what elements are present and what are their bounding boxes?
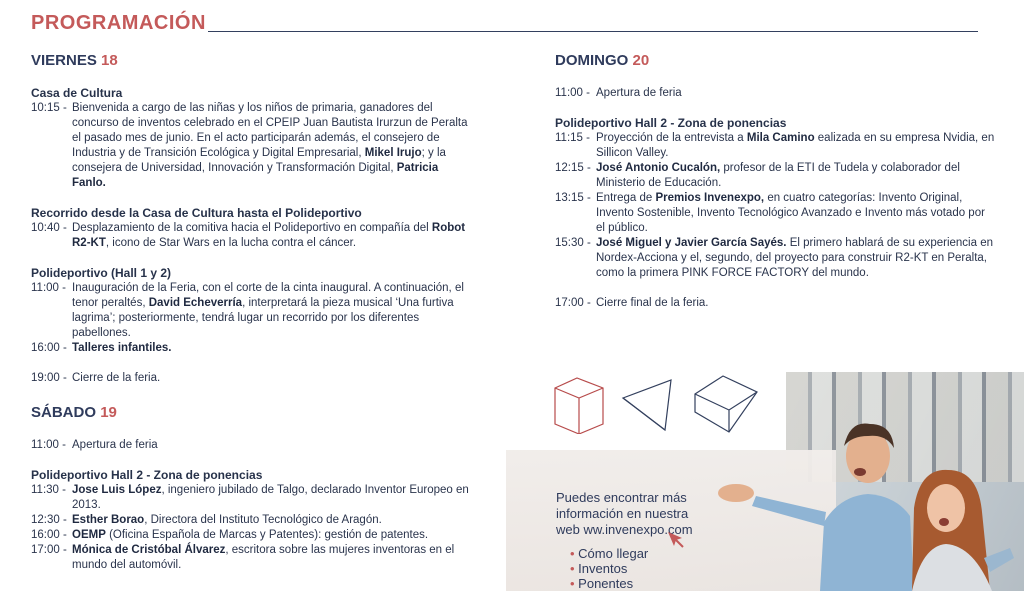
entry-text-part: Apertura de feria — [596, 87, 682, 99]
page-title: PROGRAMACIÓN — [31, 12, 206, 34]
entry-text — [72, 371, 471, 386]
pyramid-icon — [623, 380, 671, 430]
venue-heading: Recorrido desde la Casa de Cultura hasta el Polideportivo — [31, 206, 362, 220]
entry-highlight: Mikel Irujo — [364, 147, 422, 159]
entry-highlight: Talleres infantiles. — [72, 342, 172, 354]
title-rule — [208, 31, 978, 32]
promo-text — [556, 490, 756, 538]
schedule-entry — [31, 483, 471, 513]
schedule-entry — [555, 236, 995, 281]
venue-heading: Casa de Cultura — [31, 86, 123, 100]
entry-text-part: Entrega de — [596, 192, 656, 204]
schedule-sunday — [555, 86, 995, 311]
promo-web-link[interactable]: web ww.invenexpo.com — [556, 522, 693, 537]
entry-highlight: José Antonio Cucalón, — [596, 162, 721, 174]
schedule-entry — [31, 281, 471, 341]
schedule-entry — [31, 528, 471, 543]
entry-time: 16:00 - — [31, 529, 67, 541]
entry-text — [72, 528, 471, 543]
venue-heading: Polideportivo (Hall 1 y 2) — [31, 266, 172, 280]
day-number: 20 — [632, 52, 650, 69]
promo-line-2: información en nuestra — [556, 506, 689, 521]
day-heading-saturday — [31, 404, 471, 422]
right-column — [555, 52, 995, 311]
entry-text — [72, 543, 471, 573]
schedule-entry — [31, 341, 471, 356]
entry-highlight: Patricia Fanlo. — [72, 162, 439, 189]
day-number: 18 — [101, 52, 118, 69]
entry-highlight: David Echeverría — [148, 297, 243, 309]
entry-text — [596, 86, 995, 101]
entry-gap — [555, 281, 995, 296]
entry-time: 15:30 - — [555, 237, 591, 249]
entry-text — [596, 296, 995, 311]
entry-highlight: Mónica de Cristóbal Álvarez — [72, 544, 226, 556]
entry-text-part: en cuatro categorías: Invento Original, Invento Sostenible, Invento Tecnológico Avanzado e Invento más votado por el público. — [596, 192, 985, 234]
entry-time: 11:15 - — [555, 132, 590, 144]
entry-text-part: , Directora del Instituto Tecnológico de Aragón. — [144, 514, 382, 526]
promo-item-inventos[interactable]: • Inventos — [570, 561, 648, 576]
schedule-entry — [555, 191, 995, 236]
entry-time: 17:00 - — [31, 544, 67, 556]
entry-text — [72, 281, 471, 341]
entry-text-part: El primero hablará de su experiencia en Nordex-Acciona y el, segundo, del proyecto para construir R2-KT en Peralta, como la primera PINK FORCE FACTORY del mundo. — [596, 237, 993, 279]
schedule-entry — [31, 101, 471, 191]
entry-time: 12:30 - — [31, 514, 67, 526]
entry-text-part: Inauguración de la Feria, con el corte de la cinta inaugural. A continuación, el tenor peraltés, — [72, 282, 464, 309]
left-column — [31, 52, 471, 573]
day-word: SÁBADO — [31, 404, 97, 421]
entry-text — [72, 221, 471, 251]
schedule-entry — [31, 371, 471, 386]
entry-text — [72, 101, 471, 191]
schedule-entry — [555, 161, 995, 191]
woman-figure — [912, 470, 1014, 591]
entry-text-part: ; y la consejera de Universidad, Innovación y Transformación Digital, — [72, 147, 446, 174]
schedule-entry — [555, 131, 995, 161]
promo-list — [570, 546, 648, 591]
entry-time: 16:00 - — [31, 342, 67, 354]
venue-heading: Polideportivo Hall 2 - Zona de ponencias — [31, 468, 263, 482]
entry-text-part: , icono de Star Wars en la lucha contra el cáncer. — [105, 237, 357, 249]
schedule-entry — [31, 513, 471, 528]
entry-time: 11:00 - — [31, 282, 66, 294]
entry-text-part: (Oficina Española de Marcas y Patentes): gestión de patentes. — [105, 529, 429, 541]
entry-text — [596, 161, 995, 191]
entry-time: 13:15 - — [555, 192, 591, 204]
entry-gap — [31, 356, 471, 371]
promo-line-1: Puedes encontrar más — [556, 490, 687, 505]
promo-item-ponentes[interactable]: • Ponentes — [570, 576, 648, 591]
block-gap — [31, 453, 471, 468]
entry-time: 10:40 - — [31, 222, 67, 234]
entry-highlight: Esther Borao — [72, 514, 145, 526]
block-gap — [555, 101, 995, 116]
entry-time: 19:00 - — [31, 372, 67, 384]
schedule-saturday — [31, 438, 471, 573]
cursor-icon — [666, 530, 686, 550]
entry-time: 11:00 - — [31, 439, 66, 451]
schedule-entry — [555, 296, 995, 311]
entry-text — [596, 236, 995, 281]
promo-item-como-llegar[interactable]: • Cómo llegar — [570, 546, 648, 561]
block-gap — [31, 251, 471, 266]
cube-icon — [555, 378, 603, 434]
day-number: 19 — [100, 404, 117, 421]
entry-highlight: Mila Camino — [746, 132, 815, 144]
entry-text-part: Cierre final de la feria. — [596, 297, 709, 309]
entry-time: 11:00 - — [555, 87, 590, 99]
entry-text-part: ealizada en su empresa Nvidia, en Sillicon Valley. — [596, 132, 995, 159]
day-heading-friday — [31, 52, 471, 70]
entry-text-part: Desplazamiento de la comitiva hacia el Polideportivo en compañía del — [72, 222, 432, 234]
schedule-entry — [31, 438, 471, 453]
entry-text-part: , ingeniero jubilado de Talgo, declarado Inventor Europeo en 2013. — [72, 484, 469, 511]
entry-time: 10:15 - — [31, 102, 67, 114]
schedule-entry — [31, 221, 471, 251]
block-gap — [31, 191, 471, 206]
entry-time: 11:30 - — [31, 484, 66, 496]
day-word: VIERNES — [31, 52, 97, 69]
entry-text-part: , interpretará la pieza musical ‘Una furtiva lagrima’; posteriormente, tendrá lugar un recorrido por los diferentes pabellones. — [72, 297, 454, 339]
schedule-entry — [31, 543, 471, 573]
entry-text-part: Bienvenida a cargo de las niñas y los niños de primaria, ganadores del concurso de inventos celebrado en el CPEIP Juan Bautista Irurzun de Peralta el pasado mes de junio. En el acto participarán además, el consejero de Industria y de Transición Ecológica y Digital Empresarial, — [72, 102, 468, 159]
entry-text-part: Proyección de la entrevista a — [596, 132, 747, 144]
day-word: DOMINGO — [555, 52, 629, 69]
schedule-entry — [555, 86, 995, 101]
entry-highlight: Premios Invenexpo, — [655, 192, 765, 204]
entry-text — [596, 131, 995, 161]
entry-text — [72, 483, 471, 513]
entry-text — [72, 513, 471, 528]
entry-text — [72, 341, 471, 356]
venue-heading: Polideportivo Hall 2 - Zona de ponencias — [555, 116, 787, 130]
entry-highlight: José Miguel y Javier García Sayés. — [596, 237, 787, 249]
entry-text-part: Cierre de la feria. — [72, 372, 161, 384]
entry-time: 17:00 - — [555, 297, 591, 309]
entry-highlight: OEMP — [72, 529, 106, 541]
entry-time: 12:15 - — [555, 162, 591, 174]
entry-text — [596, 191, 995, 236]
entry-highlight: Robot R2-KT — [72, 222, 466, 249]
entry-text-part: Apertura de feria — [72, 439, 158, 451]
entry-text-part: , escritora sobre las mujeres inventoras en el mundo del automóvil. — [72, 544, 455, 571]
day-heading-sunday — [555, 52, 995, 70]
entry-text — [72, 438, 471, 453]
schedule-friday — [31, 86, 471, 386]
entry-text-part: profesor de la ETI de Tudela y colaborador del Ministerio de Educación. — [596, 162, 960, 189]
entry-highlight: Jose Luis López — [72, 484, 162, 496]
